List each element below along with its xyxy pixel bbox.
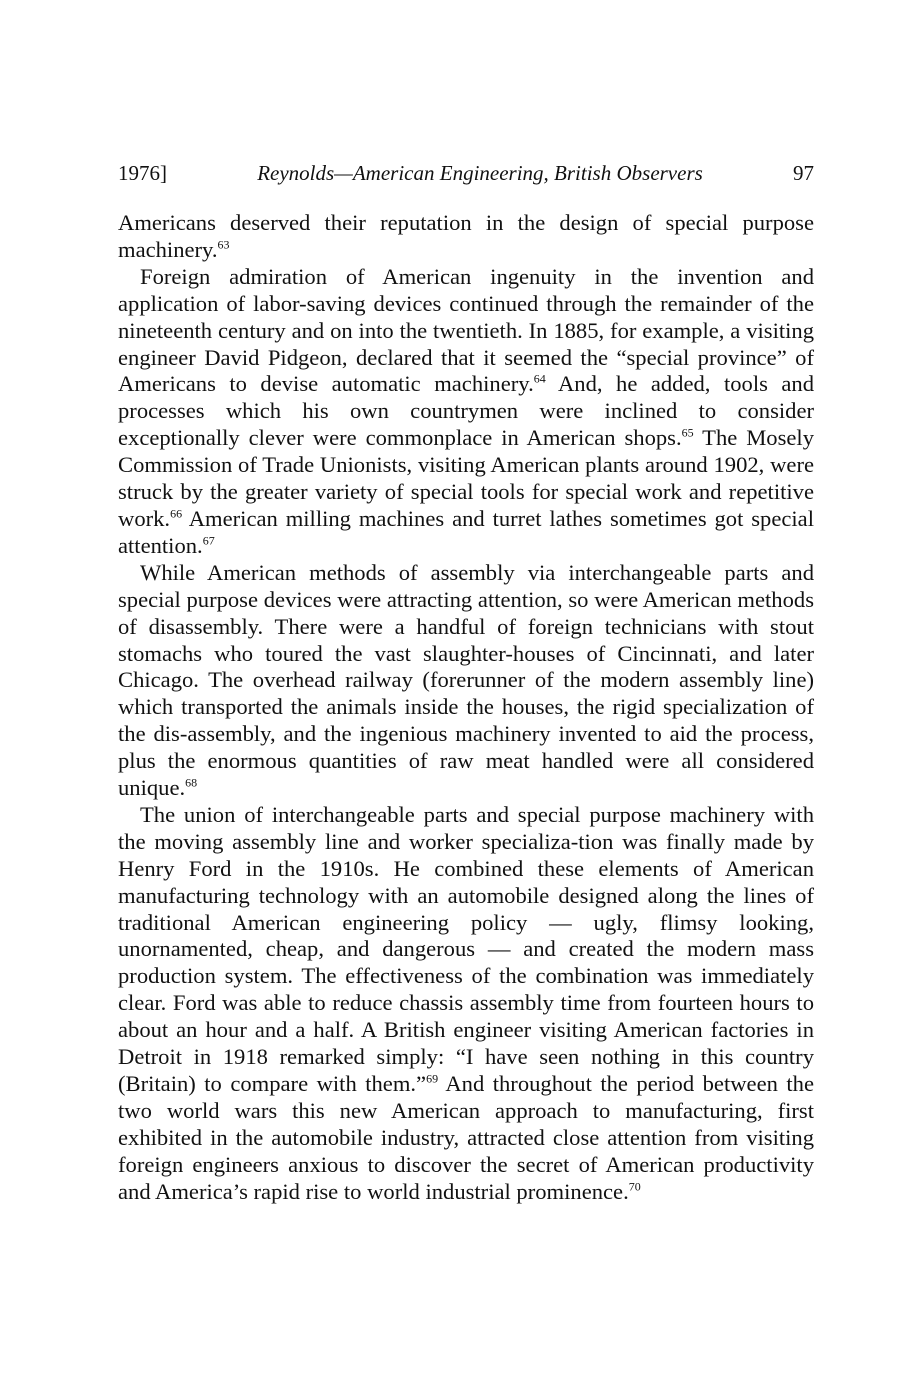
footnote-ref: 64 (533, 371, 546, 386)
paragraph (118, 264, 814, 560)
text-run: Americans deserved their reputation in the design of special purpose machinery. (118, 210, 814, 262)
page-number: 97 (793, 161, 814, 185)
footnote-ref: 68 (185, 775, 198, 790)
running-header (118, 158, 814, 188)
paragraph (118, 210, 814, 264)
text-run: The Mosely Commission of Trade Unionists, visiting American plants around 1902, were struck by the greater variety of special tools for special work and repetitive work. (118, 425, 815, 531)
footnote-ref: 67 (202, 533, 215, 548)
text-run: And throughout the period between the two world wars this new American approach to manufacturing, first exhibited in the automobile industry, attracted close attention from visiting foreign engineers anxious to discover the secret of American productivity and America’s rapid rise to world industrial prominence. (118, 1071, 814, 1204)
text-run: And, he added, tools and processes which his own countrymen were inclined to consider exceptionally clever were commonplace in American shops. (118, 371, 814, 451)
text-run: Foreign admiration of American ingenuity in the invention and application of labor-saving devices continued through the remainder of the nineteenth century and on into the twentieth. In 1885, for example, a visiting engineer David Pidgeon, declared that it seemed the “special province” of Americans to devise automatic machinery. (118, 263, 814, 397)
footnote-ref: 69 (426, 1071, 439, 1086)
text-run: The union of interchangeable parts and special purpose machinery with the moving assembly line and worker specializa-tion was finally made by Henry Ford in the 1910s. He combined these elements of American manufacturing technology with an automobile designed along the lines of traditional American engineering policy — ugly, flimsy looking, unornamented, cheap, and dangerous — and created the modern mass production system. The effectiveness of the combination was immediately clear. Ford was able to reduce chassis assembly time from fourteen hours to about an hour and a half. A British engineer visiting American factories in Detroit in 1918 remarked simply: “I have seen nothing in this country (Britain) to compare with them.” (118, 801, 814, 1096)
body-text (118, 210, 814, 1206)
page (118, 158, 814, 1206)
footnote-ref: 66 (170, 506, 183, 521)
footnote-ref: 70 (628, 1179, 641, 1194)
footnote-ref: 63 (217, 237, 230, 252)
header-title: Reynolds—American Engineering, British Observers (257, 161, 703, 185)
header-year: 1976] (118, 161, 167, 185)
text-run: While American methods of assembly via interchangeable parts and special purpose devices were attracting attention, so were American methods of disassembly. There were a handful of foreign technicians with stout stomachs who toured the vast slaughter-houses of Cincinnati, and later Chicago. The overhead railway (forerunner of the modern assembly line) which transported the animals inside the houses, the rigid specialization of the dis-assembly, and the ingenious machinery invented to aid the process, plus the enormous quantities of raw meat handled were all considered unique. (118, 559, 814, 801)
footnote-ref: 65 (681, 425, 694, 440)
text-run: American milling machines and turret lathes sometimes got special attention. (118, 505, 814, 558)
paragraph (118, 802, 814, 1206)
paragraph (118, 560, 814, 802)
